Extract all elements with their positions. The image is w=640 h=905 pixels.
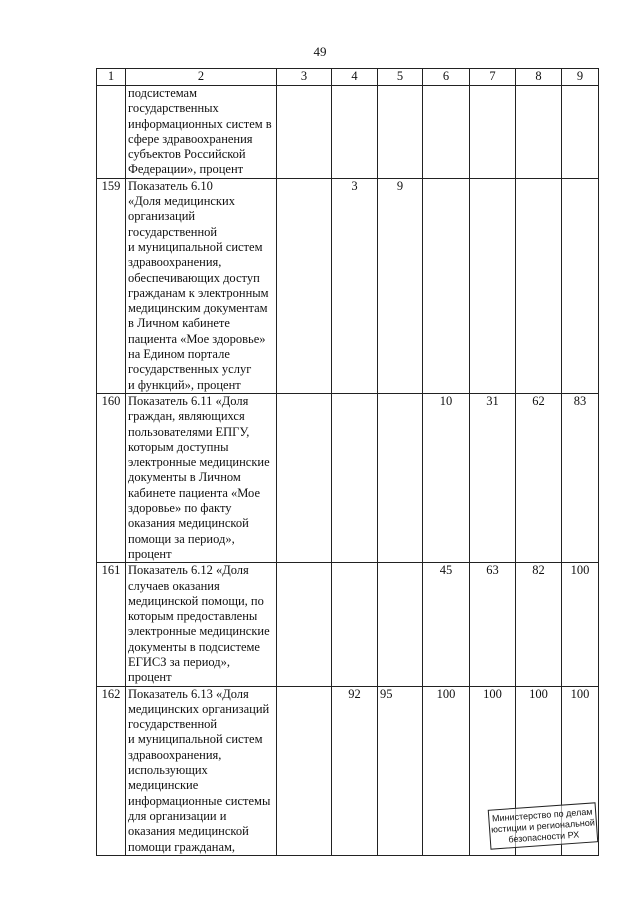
- cell-value: [378, 393, 423, 562]
- cell-value: [277, 686, 332, 855]
- cell-value: 100: [516, 686, 562, 855]
- indicator-description: Показатель 6.10 «Доля медицинских организаций государственной и муниципальной систем здравоохранения, обеспечивающих доступ гражданам к электронным медицинским документам в Личном кабинете пациента «Мое здоровье» на Едином портале государственных услуг и функций», процент: [126, 178, 277, 393]
- cell-value: [277, 393, 332, 562]
- cell-value: [332, 563, 378, 686]
- indicator-table: [96, 68, 599, 856]
- cell-value: 45: [423, 563, 470, 686]
- cell-value: [277, 563, 332, 686]
- table-row: [97, 393, 599, 562]
- column-header: 7: [470, 69, 516, 86]
- cell-value: [332, 393, 378, 562]
- cell-value: [470, 178, 516, 393]
- table-row: [97, 178, 599, 393]
- column-header: 2: [126, 69, 277, 86]
- indicator-description: Показатель 6.12 «Доля случаев оказания медицинской помощи, по которым предоставлены электронные медицинские документы в подсистеме ЕГИСЗ за период», процент: [126, 563, 277, 686]
- column-header: 6: [423, 69, 470, 86]
- table-row: [97, 563, 599, 686]
- cell-value: [562, 178, 599, 393]
- ministry-stamp: Министерство по делам юстиции и региональной безопасности РХ: [488, 802, 599, 849]
- table-header-row: [97, 69, 599, 86]
- cell-value: 63: [470, 563, 516, 686]
- cell-value: [516, 86, 562, 179]
- cell-value: 31: [470, 393, 516, 562]
- cell-value: [423, 178, 470, 393]
- column-header: 4: [332, 69, 378, 86]
- cell-value: 3: [332, 178, 378, 393]
- column-header: 3: [277, 69, 332, 86]
- cell-value: 100: [562, 686, 599, 855]
- cell-value: [562, 86, 599, 179]
- cell-value: 83: [562, 393, 599, 562]
- row-number: 159: [97, 178, 126, 393]
- cell-value: [470, 86, 516, 179]
- cell-value: 62: [516, 393, 562, 562]
- cell-value: 100: [562, 563, 599, 686]
- cell-value: [332, 86, 378, 179]
- cell-value: [378, 86, 423, 179]
- cell-value: 92: [332, 686, 378, 855]
- cell-value: 9: [378, 178, 423, 393]
- column-header: 9: [562, 69, 599, 86]
- column-header: 5: [378, 69, 423, 86]
- column-header: 8: [516, 69, 562, 86]
- cell-value: [423, 86, 470, 179]
- cell-value: 82: [516, 563, 562, 686]
- indicator-description: подсистемам государственных информационных систем в сфере здравоохранения субъектов Российской Федерации», процент: [126, 86, 277, 179]
- cell-value: [277, 86, 332, 179]
- cell-value: 95: [378, 686, 423, 855]
- row-number: 160: [97, 393, 126, 562]
- cell-value: 100: [470, 686, 516, 855]
- row-number: 161: [97, 563, 126, 686]
- cell-value: [378, 563, 423, 686]
- cell-value: 10: [423, 393, 470, 562]
- column-header: 1: [97, 69, 126, 86]
- indicator-description: Показатель 6.11 «Доля граждан, являющихся пользователями ЕПГУ, которым доступны электронные медицинские документы в Личном кабинете пациента «Мое здоровье» по факту оказания медицинской помощи за период», процент: [126, 393, 277, 562]
- table-row: [97, 86, 599, 179]
- cell-value: [516, 178, 562, 393]
- cell-value: 100: [423, 686, 470, 855]
- indicator-description: Показатель 6.13 «Доля медицинских организаций государственной и муниципальной систем здравоохранения, использующих медицинские информационные системы для организации и оказания медицинской помощи гражданам,: [126, 686, 277, 855]
- row-number: [97, 86, 126, 179]
- page-number: 49: [313, 44, 327, 59]
- row-number: 162: [97, 686, 126, 855]
- cell-value: [277, 178, 332, 393]
